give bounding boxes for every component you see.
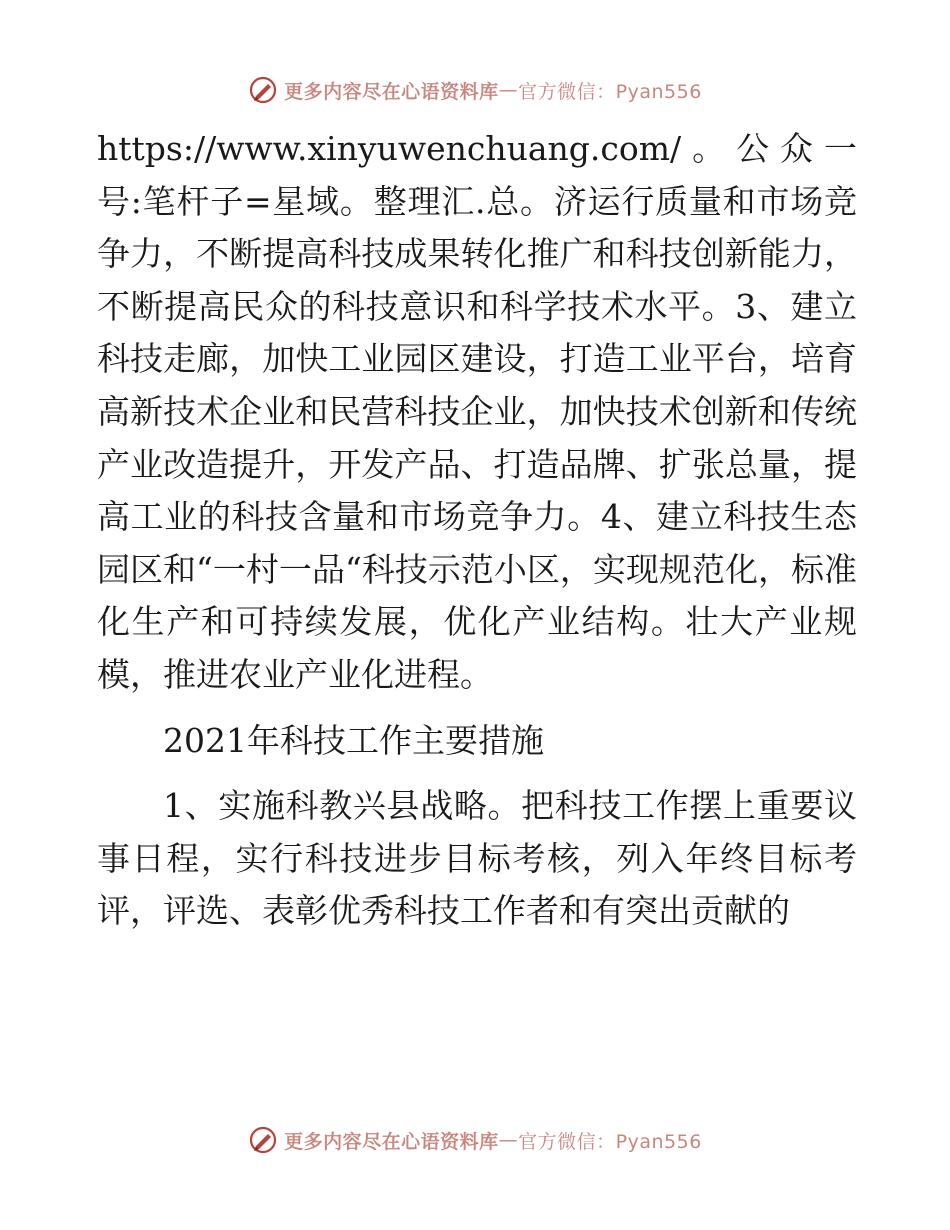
section-heading: 2021年科技工作主要措施	[163, 720, 544, 760]
banner-brand-text: 更多内容尽在心语资料库	[284, 1130, 499, 1153]
pen-logo-icon	[248, 1125, 278, 1155]
footer-banner	[0, 1120, 950, 1160]
header-banner	[0, 70, 950, 110]
banner-contact-text: 官方微信：Pyan556	[518, 80, 702, 103]
pen-logo-icon	[248, 75, 278, 105]
banner-brand-text: 更多内容尽在心语资料库	[284, 80, 499, 103]
paragraph-2: 1、实施科教兴县战略。把科技工作摆上重要议事日程，实行科技进步目标考核，列入年终目标考评，评选、表彰优秀科技工作者和有突出贡献的	[97, 786, 857, 931]
banner-separator: —	[498, 1129, 519, 1151]
banner-contact-text: 官方微信：Pyan556	[518, 1130, 702, 1153]
banner-separator: —	[498, 79, 519, 101]
paragraph-1: https://www.xinyuwenchuang.com/。公众一号:笔杆子=星域。整理汇.总。济运行质量和市场竞争力，不断提高科技成果转化推广和科技创新能力，不断提高民众的科技意识和科学技术水平。3、建立科技走廊，加快工业园区建设，打造工业平台，培育高新技术企业和民营科技企业，加快技术创新和传统产业改造提升，开发产品、打造品牌、扩张总量，提高工业的科技含量和市场竞争力。4、建立科技生态园区和“一村一品“科技示范小区，实现规范化，标准化生产和可持续发展，优化产业结构。壮大产业规模，推进农业产业化进程。	[97, 129, 857, 694]
document-body	[97, 123, 857, 938]
